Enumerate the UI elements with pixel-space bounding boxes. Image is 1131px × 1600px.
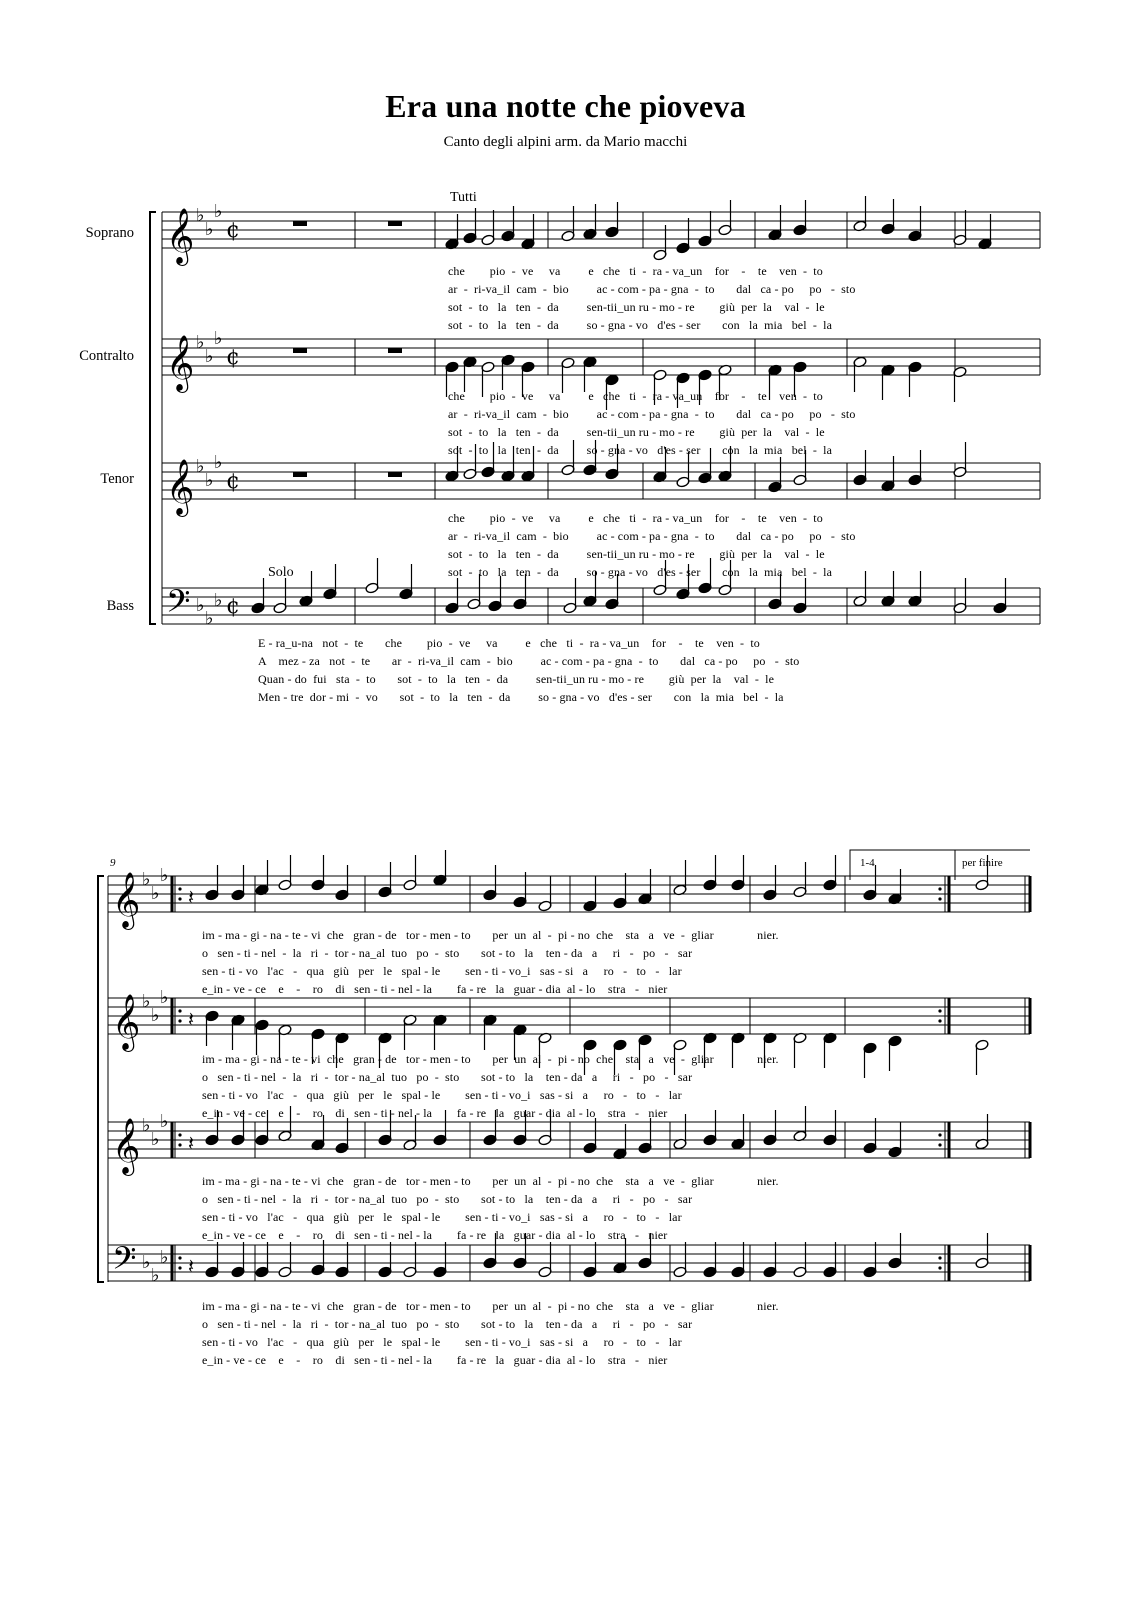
s2-contralto-key-flat: ♭ bbox=[151, 1005, 160, 1026]
bass-lyric-3: Quan - do fui sta - to sot - to la ten - da sen-tii_un ru - mo - re giù per la val - le bbox=[258, 672, 775, 686]
s2-bass-repeat-dot bbox=[178, 1266, 181, 1269]
soprano-key-flat: ♭ bbox=[214, 201, 223, 222]
whole-rest bbox=[293, 348, 307, 353]
contralto-key-flat: ♭ bbox=[214, 328, 223, 349]
contralto-lyric-3: sot - to la ten - da sen-tii_un ru - mo - re giù per la val - le bbox=[448, 425, 825, 439]
s2-tenor-lyric-1: im - ma - gi - na - te - vi che gran - de tor - men - to per un al - pi - no che sta a ve - gliar nier. bbox=[202, 1174, 779, 1188]
bass-clef: 𝄢 bbox=[166, 583, 191, 627]
whole-rest bbox=[388, 472, 402, 477]
s2-tenor-key-flat: ♭ bbox=[160, 1111, 169, 1132]
s2-bass-key-flat: ♭ bbox=[151, 1265, 160, 1286]
tutti-marking: Tutti bbox=[450, 190, 477, 205]
tenor-lyric-3: sot - to la ten - da sen-tii_un ru - mo - re giù per la val - le bbox=[448, 547, 825, 561]
whole-rest bbox=[293, 221, 307, 226]
bass-time-signature: ¢ bbox=[226, 594, 240, 619]
s2-bass-key-flat: ♭ bbox=[160, 1247, 169, 1268]
s2-soprano-key-flat: ♭ bbox=[160, 865, 169, 886]
bass-key-flat: ♭ bbox=[214, 590, 223, 611]
s2-bass-lyric-1: im - ma - gi - na - te - vi che gran - de tor - men - to per un al - pi - no che sta a ve - gliar nier. bbox=[202, 1299, 779, 1313]
soprano-lyric-2: ar - ri-va_il cam - bio ac - com - pa - gna - to dal ca - po po - sto bbox=[448, 282, 856, 296]
s2-bass-repeat-dot bbox=[938, 1256, 941, 1259]
s2-tenor-lyric-2: o sen - ti - nel - la ri - tor - na_al tuo po - sto sot - to la ten - da a ri - po - sar bbox=[202, 1192, 693, 1206]
s2-tenor-treble-clef: 𝄞 bbox=[112, 1118, 141, 1174]
s2-soprano-treble-clef: 𝄞 bbox=[112, 872, 141, 928]
tenor-lyric-2: ar - ri-va_il cam - bio ac - com - pa - gna - to dal ca - po po - sto bbox=[448, 529, 856, 543]
volta-first-ending: 1-4 bbox=[860, 857, 875, 869]
s2-soprano-key-flat: ♭ bbox=[151, 883, 160, 904]
whole-rest bbox=[388, 221, 402, 226]
s2-tenor-repeat-dot bbox=[938, 1133, 941, 1136]
contralto-lyric-1: che pio - ve va e che ti - ra - va_un for - te ven - to bbox=[448, 389, 823, 403]
s2-tenor-key-flat: ♭ bbox=[151, 1129, 160, 1150]
whole-rest bbox=[293, 472, 307, 477]
s2-tenor-key-flat: ♭ bbox=[142, 1115, 151, 1136]
s2-contralto-repeat-dot bbox=[938, 1009, 941, 1012]
soprano-key-flat: ♭ bbox=[205, 219, 214, 240]
s2-soprano-lyric-1: im - ma - gi - na - te - vi che gran - de tor - men - to per un al - pi - no che sta a ve - gliar nier. bbox=[202, 928, 779, 942]
system2-bracket bbox=[98, 876, 104, 1282]
s2-contralto-treble-clef: 𝄞 bbox=[112, 994, 141, 1050]
whole-rest bbox=[388, 348, 402, 353]
soprano-lyric-1: che pio - ve va e che ti - ra - va_un for - te ven - to bbox=[448, 264, 823, 278]
soprano-lyric-3: sot - to la ten - da sen-tii_un ru - mo - re giù per la val - le bbox=[448, 300, 825, 314]
voice-label-tenor: Tenor bbox=[100, 471, 134, 487]
tenor-treble-clef: 𝄞 bbox=[166, 459, 195, 515]
s2-tenor-repeat-dot bbox=[178, 1133, 181, 1136]
s2-bass-repeat-dot bbox=[938, 1266, 941, 1269]
s2-bass-repeat-dot bbox=[178, 1256, 181, 1259]
contralto-lyric-4: sot - to la ten - da so - gna - vo d'es - ser con la mia bel - la bbox=[448, 443, 833, 457]
s2-bass-quarter-rest: 𝄽 bbox=[188, 1254, 195, 1278]
score-title: Era una notte che pioveva bbox=[385, 88, 746, 124]
s2-bass-key-flat: ♭ bbox=[142, 1252, 151, 1273]
s2-contralto-repeat-dot bbox=[938, 1019, 941, 1022]
s2-contralto-lyric-3: sen - ti - vo l'ac - qua giù per le spal - le sen - ti - vo_i sas - si a ro - to - lar bbox=[202, 1088, 682, 1102]
score-subtitle: Canto degli alpini arm. da Mario macchi bbox=[443, 134, 688, 150]
tenor-key-flat: ♭ bbox=[196, 456, 205, 477]
measure-number: 9 bbox=[110, 857, 116, 869]
system1-bracket bbox=[150, 212, 156, 624]
voice-label-contralto: Contralto bbox=[79, 348, 134, 364]
s2-tenor-quarter-rest: 𝄽 bbox=[188, 1131, 195, 1155]
voice-label-bass: Bass bbox=[106, 598, 134, 614]
soprano-lyric-4: sot - to la ten - da so - gna - vo d'es - ser con la mia bel - la bbox=[448, 318, 833, 332]
s2-contralto-repeat-dot bbox=[178, 1019, 181, 1022]
solo-marking: Solo bbox=[268, 565, 294, 580]
s2-soprano-repeat-dot bbox=[938, 887, 941, 890]
contralto-key-flat: ♭ bbox=[196, 332, 205, 353]
s2-soprano-quarter-rest: 𝄽 bbox=[188, 885, 195, 909]
s2-soprano-repeat-dot bbox=[938, 897, 941, 900]
voice-label-soprano: Soprano bbox=[85, 225, 134, 241]
s2-contralto-lyric-4: e_in - ve - ce e - ro di sen - ti - nel - la fa - re la guar - dia al - lo stra - nier bbox=[202, 1106, 668, 1120]
contralto-treble-clef: 𝄞 bbox=[166, 335, 195, 391]
s2-contralto-key-flat: ♭ bbox=[160, 987, 169, 1008]
s2-bass-lyric-2: o sen - ti - nel - la ri - tor - na_al tuo po - sto sot - to la ten - da a ri - po - sar bbox=[202, 1317, 693, 1331]
s2-bass-lyric-3: sen - ti - vo l'ac - qua giù per le spal - le sen - ti - vo_i sas - si a ro - to - lar bbox=[202, 1335, 682, 1349]
soprano-treble-clef: 𝄞 bbox=[166, 208, 195, 264]
soprano-key-flat: ♭ bbox=[196, 205, 205, 226]
s2-soprano-key-flat: ♭ bbox=[142, 869, 151, 890]
tenor-time-signature: ¢ bbox=[226, 469, 240, 494]
tenor-lyric-1: che pio - ve va e che ti - ra - va_un for - te ven - to bbox=[448, 511, 823, 525]
s2-soprano-repeat-dot bbox=[178, 887, 181, 890]
contralto-time-signature: ¢ bbox=[226, 345, 240, 370]
s2-contralto-quarter-rest: 𝄽 bbox=[188, 1007, 195, 1031]
s2-contralto-key-flat: ♭ bbox=[142, 991, 151, 1012]
s2-contralto-repeat-dot bbox=[178, 1009, 181, 1012]
s2-tenor-repeat-dot bbox=[178, 1143, 181, 1146]
s2-soprano-lyric-2: o sen - ti - nel - la ri - tor - na_al tuo po - sto sot - to la ten - da a ri - po - sar bbox=[202, 946, 693, 960]
contralto-key-flat: ♭ bbox=[205, 346, 214, 367]
contralto-lyric-2: ar - ri-va_il cam - bio ac - com - pa - gna - to dal ca - po po - sto bbox=[448, 407, 856, 421]
bass-lyric-1: E - ra_u-na not - te che pio - ve va e che ti - ra - va_un for - te ven - to bbox=[258, 636, 760, 650]
s2-soprano-repeat-dot bbox=[178, 897, 181, 900]
s2-tenor-repeat-dot bbox=[938, 1143, 941, 1146]
bass-lyric-4: Men - tre dor - mi - vo sot - to la ten - da so - gna - vo d'es - ser con la mia bel - la bbox=[258, 690, 784, 704]
bass-key-flat: ♭ bbox=[196, 595, 205, 616]
tenor-key-flat: ♭ bbox=[205, 470, 214, 491]
s2-soprano-lyric-4: e_in - ve - ce e - ro di sen - ti - nel - la fa - re la guar - dia al - lo stra - nier bbox=[202, 982, 668, 996]
s2-bass-clef: 𝄢 bbox=[112, 1240, 137, 1284]
s2-soprano-lyric-3: sen - ti - vo l'ac - qua giù per le spal - le sen - ti - vo_i sas - si a ro - to - lar bbox=[202, 964, 682, 978]
tenor-key-flat: ♭ bbox=[214, 452, 223, 473]
soprano-time-signature: ¢ bbox=[226, 218, 240, 243]
s2-contralto-lyric-1: im - ma - gi - na - te - vi che gran - de tor - men - to per un al - pi - no che sta a ve - gliar nier. bbox=[202, 1052, 779, 1066]
volta-second-ending: per finire bbox=[962, 857, 1003, 869]
s2-contralto-lyric-2: o sen - ti - nel - la ri - tor - na_al tuo po - sto sot - to la ten - da a ri - po - sar bbox=[202, 1070, 693, 1084]
s2-tenor-lyric-4: e_in - ve - ce e - ro di sen - ti - nel - la fa - re la guar - dia al - lo stra - nier bbox=[202, 1228, 668, 1242]
s2-bass-lyric-4: e_in - ve - ce e - ro di sen - ti - nel - la fa - re la guar - dia al - lo stra - nier bbox=[202, 1353, 668, 1367]
tenor-lyric-4: sot - to la ten - da so - gna - vo d'es - ser con la mia bel - la bbox=[448, 565, 833, 579]
bass-key-flat: ♭ bbox=[205, 608, 214, 629]
bass-lyric-2: A mez - za not - te ar - ri-va_il cam - bio ac - com - pa - gna - to dal ca - po po - sto bbox=[258, 654, 800, 668]
s2-tenor-lyric-3: sen - ti - vo l'ac - qua giù per le spal - le sen - ti - vo_i sas - si a ro - to - lar bbox=[202, 1210, 682, 1224]
